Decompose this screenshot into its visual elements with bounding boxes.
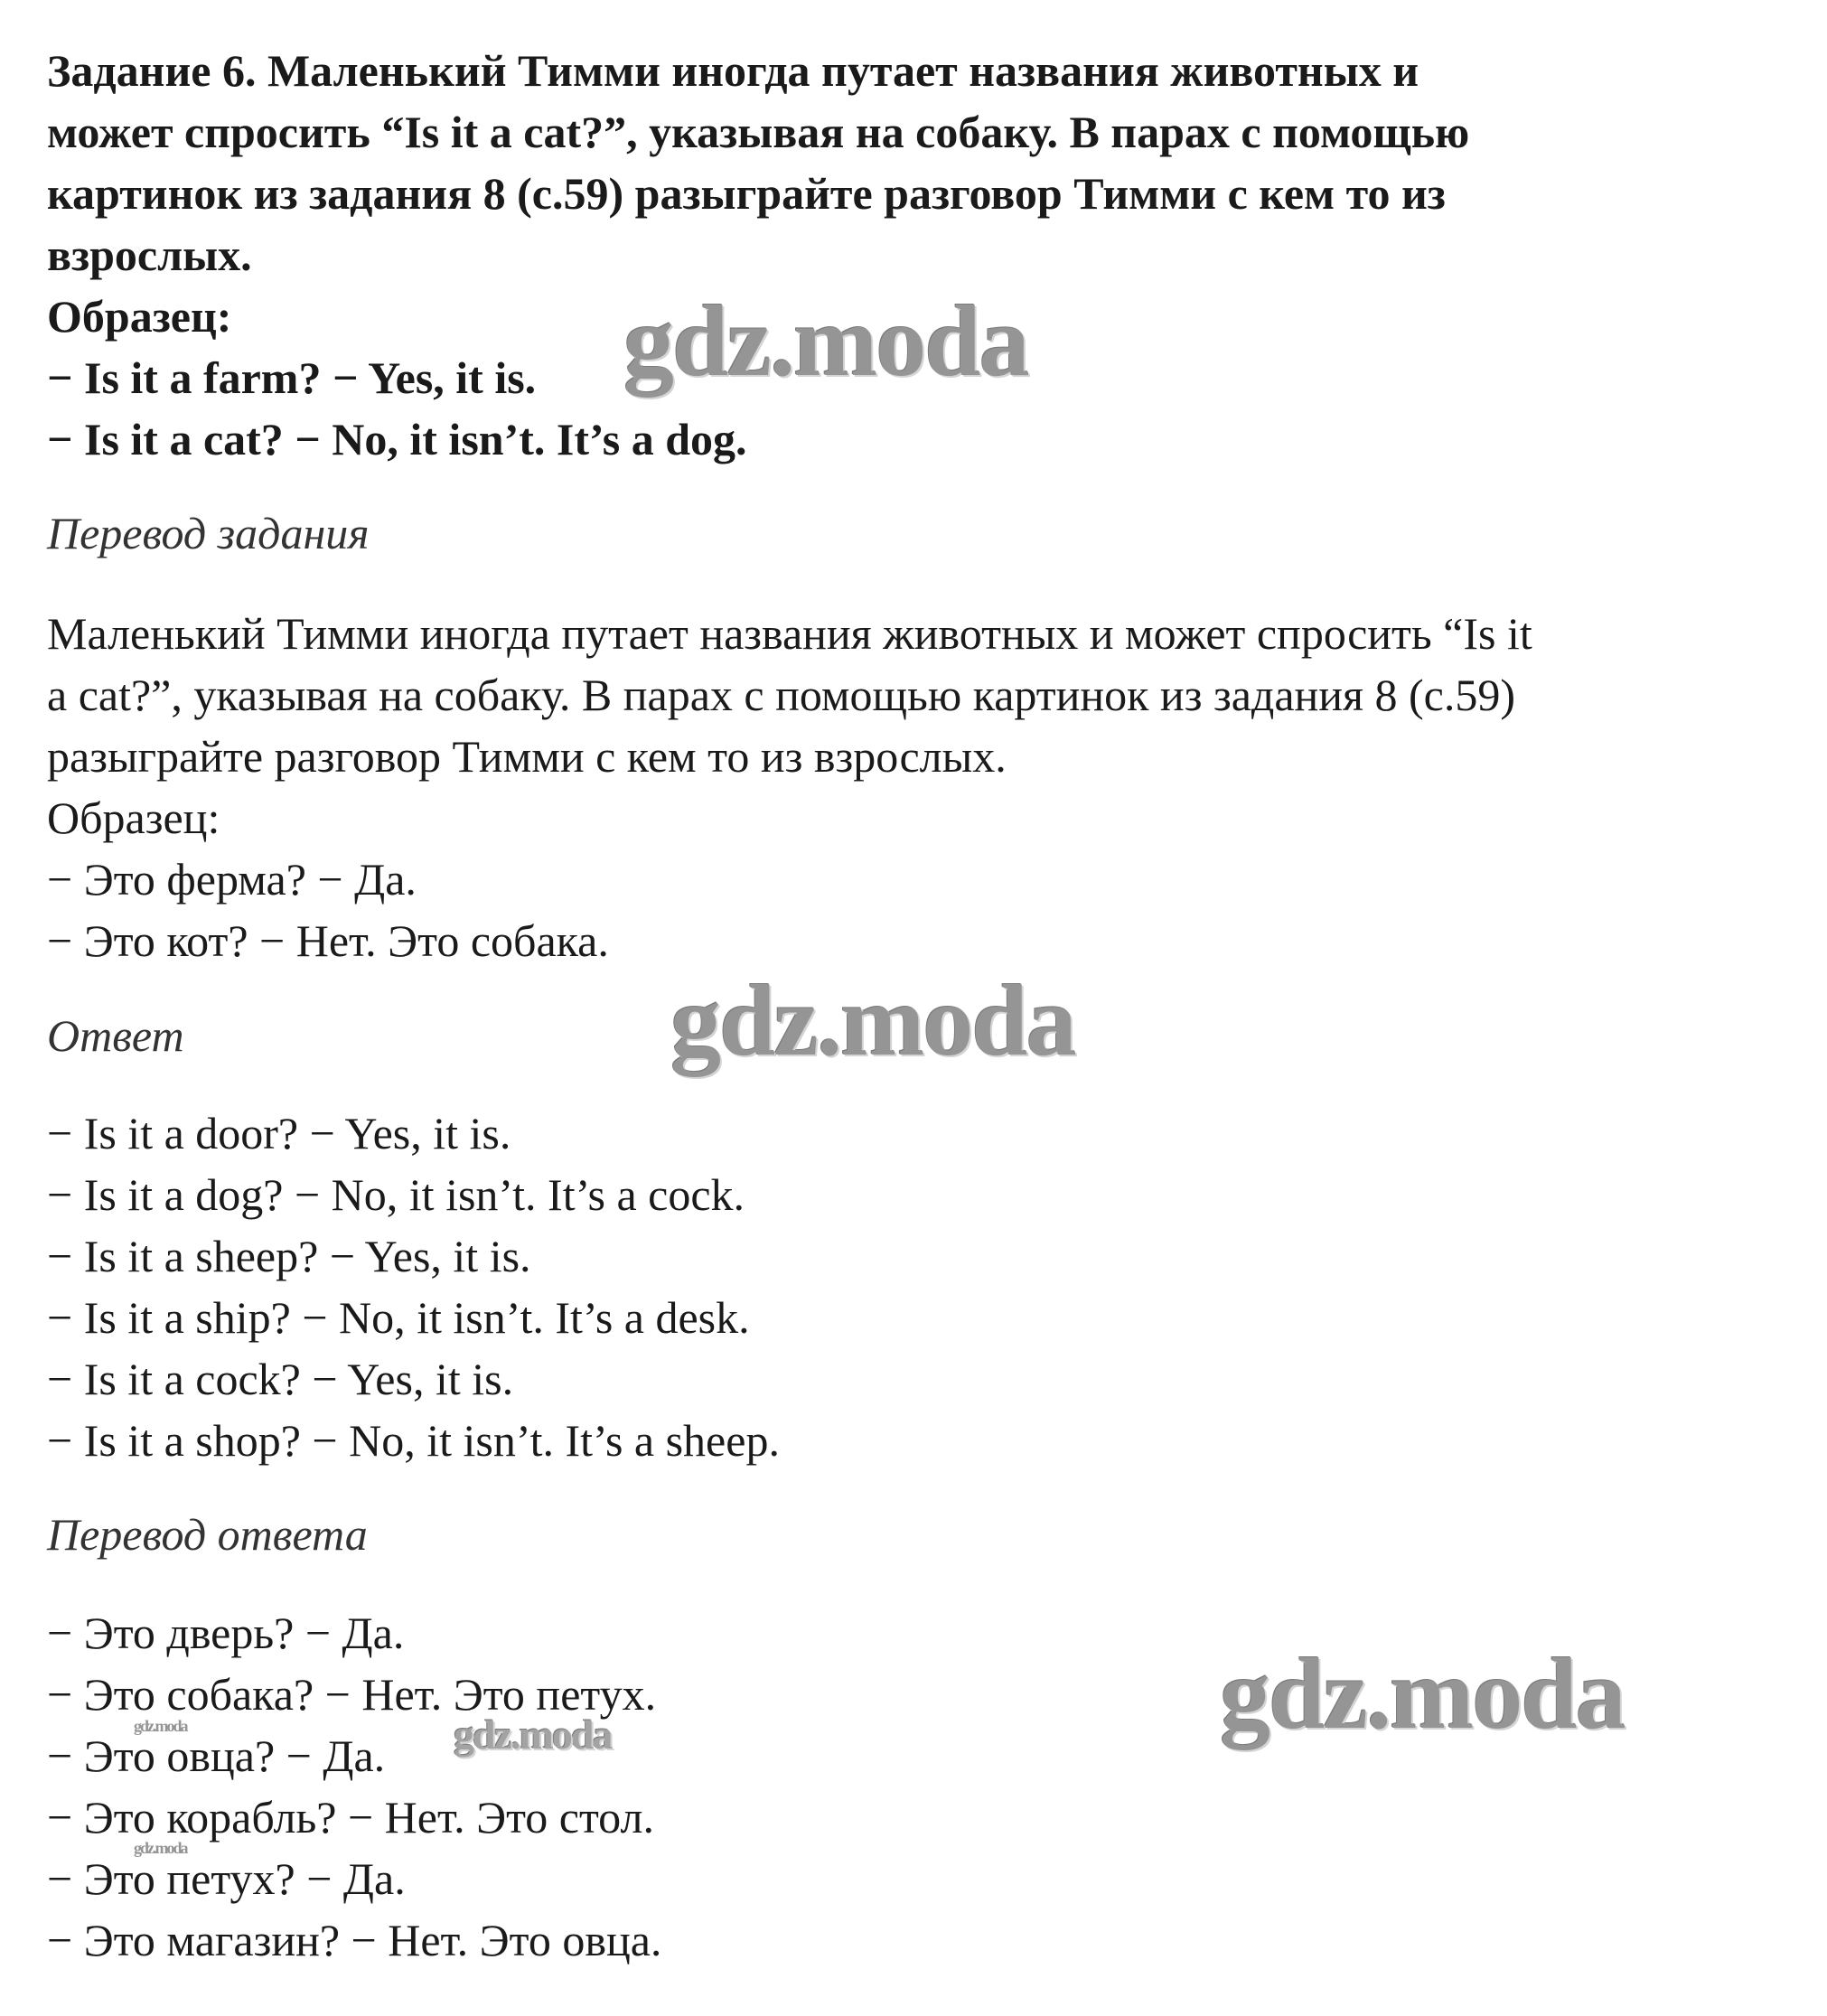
task-sample-label: Образец: xyxy=(47,291,232,342)
task-title-line-1: Задание 6. Маленький Тимми иногда путает названия животных и xyxy=(47,45,1419,96)
answer-translation-line-1: − Это дверь? − Да. xyxy=(47,1608,405,1658)
translation-line-3: разыграйте разговор Тимми с кем то из взрослых. xyxy=(47,731,1007,782)
answer-line-4: − Is it a ship? − No, it isn’t. It’s a desk. xyxy=(47,1292,750,1343)
answer-translation-heading: Перевод ответа xyxy=(47,1509,368,1560)
answer-translation-line-3: − Это овца? − Да. xyxy=(47,1730,386,1781)
answer-line-6: − Is it a shop? − No, it isn’t. It’s a sheep. xyxy=(47,1415,780,1466)
watermark-6: gdz.moda xyxy=(134,1839,187,1857)
answer-heading: Ответ xyxy=(47,1010,184,1061)
translation-sample-label: Образец: xyxy=(47,792,220,843)
answer-line-5: − Is it a cock? − Yes, it is. xyxy=(47,1354,514,1404)
watermark-1: gdz.moda xyxy=(623,286,1028,398)
translation-line-2: a cat?”, указывая на собаку. В парах с помощью картинок из задания 8 (с.59) xyxy=(47,670,1516,720)
answer-line-1: − Is it a door? − Yes, it is. xyxy=(47,1108,511,1158)
translation-heading: Перевод задания xyxy=(47,508,370,558)
answer-line-3: − Is it a sheep? − Yes, it is. xyxy=(47,1231,531,1281)
task-title-line-3: картинок из задания 8 (с.59) разыграйте разговор Тимми с кем то из xyxy=(47,168,1446,219)
translation-line-1: Маленький Тимми иногда путает названия животных и может спросить “Is it xyxy=(47,608,1532,659)
watermark-2: gdz.moda xyxy=(670,965,1075,1077)
task-title-line-4: взрослых. xyxy=(47,230,252,280)
task-title-line-2: может спросить “Is it a cat?”, указывая на собаку. В парах с помощью xyxy=(47,107,1470,157)
translation-sample-line-1: − Это ферма? − Да. xyxy=(47,854,417,905)
answer-translation-line-5: − Это петух? − Да. xyxy=(47,1853,406,1904)
translation-sample-line-2: − Это кот? − Нет. Это собака. xyxy=(47,915,609,966)
answer-translation-line-2: − Это собака? − Нет. Это петух. xyxy=(47,1669,657,1720)
answer-line-2: − Is it a dog? − No, it isn’t. It’s a cock. xyxy=(47,1169,745,1220)
watermark-3: gdz.moda xyxy=(1220,1638,1625,1750)
task-sample-line-2: − Is it a cat? − No, it isn’t. It’s a dog. xyxy=(47,414,747,464)
task-sample-line-1: − Is it a farm? − Yes, it is. xyxy=(47,352,537,403)
watermark-5: gdz.moda xyxy=(134,1717,187,1735)
answer-translation-line-4: − Это корабль? − Нет. Это стол. xyxy=(47,1792,654,1843)
watermark-4: gdz.moda xyxy=(454,1711,612,1758)
answer-translation-line-6: − Это магазин? − Нет. Это овца. xyxy=(47,1915,662,1965)
